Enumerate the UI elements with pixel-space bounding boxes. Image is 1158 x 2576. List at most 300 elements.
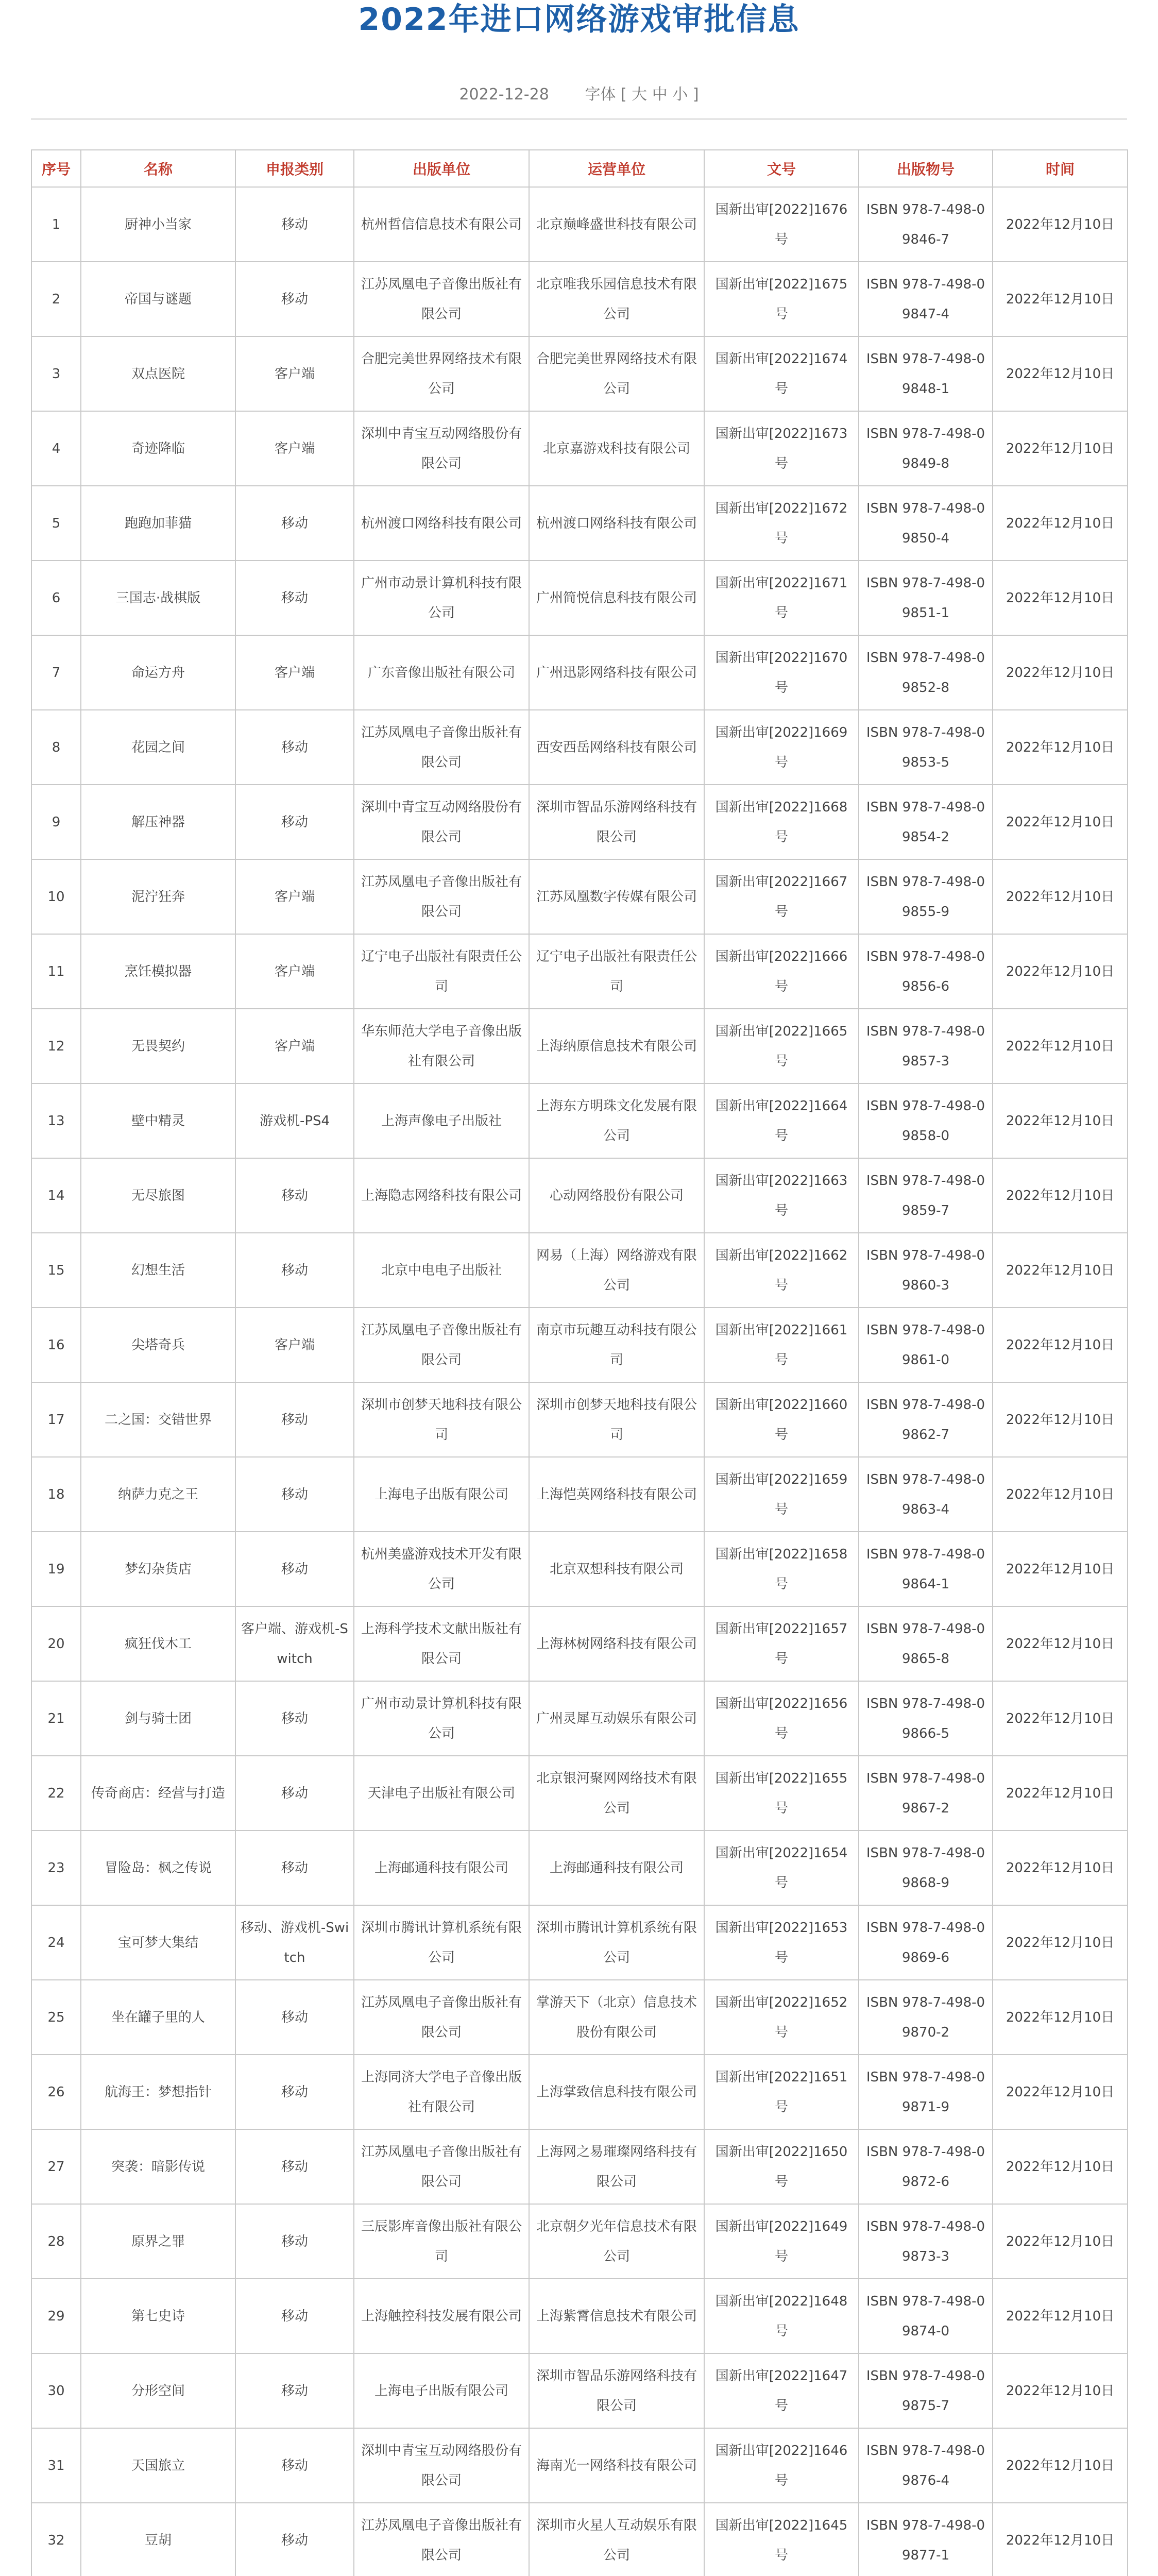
category: 移动 — [235, 187, 354, 262]
operator: 上海紫霄信息技术有限公司 — [529, 2279, 704, 2353]
category: 移动 — [235, 1980, 354, 2055]
document-number: 国新出审[2022]1662号 — [704, 1233, 859, 1308]
row-index: 22 — [31, 1756, 81, 1831]
publisher: 深圳中青宝互动网络股份有限公司 — [354, 2428, 529, 2503]
isbn: ISBN 978-7-498-09867-2 — [859, 1756, 993, 1831]
category: 客户端 — [235, 411, 354, 486]
operator: 辽宁电子出版社有限责任公司 — [529, 934, 704, 1009]
game-name: 宝可梦大集结 — [81, 1905, 235, 1980]
category: 移动 — [235, 2353, 354, 2428]
approval-date: 2022年12月10日 — [993, 411, 1128, 486]
operator: 上海网之易璀璨网络科技有限公司 — [529, 2129, 704, 2204]
row-index: 27 — [31, 2129, 81, 2204]
table-row — [31, 1980, 1128, 2055]
row-index: 16 — [31, 1308, 81, 1382]
category: 移动 — [235, 2503, 354, 2576]
approval-date: 2022年12月10日 — [993, 1457, 1128, 1532]
publisher: 江苏凤凰电子音像出版社有限公司 — [354, 2503, 529, 2576]
category: 客户端 — [235, 859, 354, 934]
publisher: 江苏凤凰电子音像出版社有限公司 — [354, 262, 529, 336]
publisher: 杭州哲信信息技术有限公司 — [354, 187, 529, 262]
operator: 北京双想科技有限公司 — [529, 1532, 704, 1606]
category: 移动 — [235, 1681, 354, 1756]
approval-date: 2022年12月10日 — [993, 1083, 1128, 1158]
game-name: 命运方舟 — [81, 635, 235, 710]
isbn: ISBN 978-7-498-09856-6 — [859, 934, 993, 1009]
category: 移动 — [235, 710, 354, 785]
isbn: ISBN 978-7-498-09876-4 — [859, 2428, 993, 2503]
category: 移动 — [235, 785, 354, 859]
operator: 杭州渡口网络科技有限公司 — [529, 486, 704, 561]
operator: 上海掌致信息科技有限公司 — [529, 2055, 704, 2129]
publisher: 深圳市腾讯计算机系统有限公司 — [354, 1905, 529, 1980]
game-name: 泥泞狂奔 — [81, 859, 235, 934]
game-name: 传奇商店：经营与打造 — [81, 1756, 235, 1831]
game-name: 花园之间 — [81, 710, 235, 785]
approval-date: 2022年12月10日 — [993, 1905, 1128, 1980]
publisher: 深圳中青宝互动网络股份有限公司 — [354, 785, 529, 859]
isbn: ISBN 978-7-498-09848-1 — [859, 336, 993, 411]
isbn: ISBN 978-7-498-09861-0 — [859, 1308, 993, 1382]
col-publisher-header: 出版单位 — [354, 150, 529, 187]
operator: 北京巅峰盛世科技有限公司 — [529, 187, 704, 262]
operator: 北京银河聚网网络技术有限公司 — [529, 1756, 704, 1831]
isbn: ISBN 978-7-498-09854-2 — [859, 785, 993, 859]
approval-date: 2022年12月10日 — [993, 1831, 1128, 1905]
game-name: 无畏契约 — [81, 1009, 235, 1083]
approval-date: 2022年12月10日 — [993, 1681, 1128, 1756]
approval-date: 2022年12月10日 — [993, 262, 1128, 336]
publisher: 广州市动景计算机科技有限公司 — [354, 561, 529, 635]
table-row — [31, 785, 1128, 859]
operator: 深圳市火星人互动娱乐有限公司 — [529, 2503, 704, 2576]
row-index: 5 — [31, 486, 81, 561]
document-number: 国新出审[2022]1651号 — [704, 2055, 859, 2129]
document-number: 国新出审[2022]1666号 — [704, 934, 859, 1009]
row-index: 4 — [31, 411, 81, 486]
row-index: 26 — [31, 2055, 81, 2129]
publisher: 上海触控科技发展有限公司 — [354, 2279, 529, 2353]
game-name: 天国旅立 — [81, 2428, 235, 2503]
operator: 深圳市智品乐游网络科技有限公司 — [529, 2353, 704, 2428]
game-name: 解压神器 — [81, 785, 235, 859]
game-name: 豆胡 — [81, 2503, 235, 2576]
row-index: 10 — [31, 859, 81, 934]
row-index: 15 — [31, 1233, 81, 1308]
row-index: 25 — [31, 1980, 81, 2055]
table-row — [31, 859, 1128, 934]
font-size-label: 字体 — [585, 86, 616, 104]
category: 移动 — [235, 2204, 354, 2279]
isbn: ISBN 978-7-498-09875-7 — [859, 2353, 993, 2428]
category: 移动 — [235, 262, 354, 336]
table-row — [31, 1681, 1128, 1756]
table-row — [31, 2428, 1128, 2503]
category: 移动 — [235, 1532, 354, 1606]
isbn: ISBN 978-7-498-09852-8 — [859, 635, 993, 710]
row-index: 24 — [31, 1905, 81, 1980]
operator: 深圳市创梦天地科技有限公司 — [529, 1382, 704, 1457]
game-name: 剑与骑士团 — [81, 1681, 235, 1756]
row-index: 29 — [31, 2279, 81, 2353]
document-number: 国新出审[2022]1674号 — [704, 336, 859, 411]
row-index: 13 — [31, 1083, 81, 1158]
row-index: 17 — [31, 1382, 81, 1457]
operator: 上海东方明珠文化发展有限公司 — [529, 1083, 704, 1158]
font-medium-button[interactable]: 中 — [652, 86, 668, 104]
game-name: 尖塔奇兵 — [81, 1308, 235, 1382]
isbn: ISBN 978-7-498-09864-1 — [859, 1532, 993, 1606]
game-name: 梦幻杂货店 — [81, 1532, 235, 1606]
game-name: 航海王：梦想指针 — [81, 2055, 235, 2129]
operator: 北京嘉游戏科技有限公司 — [529, 411, 704, 486]
publisher: 华东师范大学电子音像出版社有限公司 — [354, 1009, 529, 1083]
operator: 网易（上海）网络游戏有限公司 — [529, 1233, 704, 1308]
isbn: ISBN 978-7-498-09857-3 — [859, 1009, 993, 1083]
table-header-row — [31, 150, 1128, 187]
row-index: 7 — [31, 635, 81, 710]
table-row — [31, 934, 1128, 1009]
approval-date: 2022年12月10日 — [993, 1532, 1128, 1606]
document-number: 国新出审[2022]1663号 — [704, 1158, 859, 1233]
category: 移动 — [235, 1831, 354, 1905]
publisher: 杭州渡口网络科技有限公司 — [354, 486, 529, 561]
operator: 深圳市智品乐游网络科技有限公司 — [529, 785, 704, 859]
row-index: 32 — [31, 2503, 81, 2576]
row-index: 8 — [31, 710, 81, 785]
document-number: 国新出审[2022]1657号 — [704, 1606, 859, 1681]
row-index: 20 — [31, 1606, 81, 1681]
isbn: ISBN 978-7-498-09870-2 — [859, 1980, 993, 2055]
publisher: 江苏凤凰电子音像出版社有限公司 — [354, 2129, 529, 2204]
approval-date: 2022年12月10日 — [993, 1756, 1128, 1831]
isbn: ISBN 978-7-498-09846-7 — [859, 187, 993, 262]
category: 移动、游戏机-Switch — [235, 1905, 354, 1980]
row-index: 6 — [31, 561, 81, 635]
col-category-header: 申报类别 — [235, 150, 354, 187]
document-number: 国新出审[2022]1646号 — [704, 2428, 859, 2503]
category: 移动 — [235, 2129, 354, 2204]
approval-date: 2022年12月10日 — [993, 2204, 1128, 2279]
font-small-button[interactable]: 小 — [672, 86, 688, 104]
document-number: 国新出审[2022]1652号 — [704, 1980, 859, 2055]
approval-date: 2022年12月10日 — [993, 187, 1128, 262]
approval-date: 2022年12月10日 — [993, 2353, 1128, 2428]
col-operator-header: 运营单位 — [529, 150, 704, 187]
category: 移动 — [235, 2055, 354, 2129]
document-number: 国新出审[2022]1672号 — [704, 486, 859, 561]
isbn: ISBN 978-7-498-09865-8 — [859, 1606, 993, 1681]
publisher: 杭州美盛游戏技术开发有限公司 — [354, 1532, 529, 1606]
table-row — [31, 411, 1128, 486]
publisher: 江苏凤凰电子音像出版社有限公司 — [354, 710, 529, 785]
operator: 上海纳原信息技术有限公司 — [529, 1009, 704, 1083]
game-name: 帝国与谜题 — [81, 262, 235, 336]
table-row — [31, 1756, 1128, 1831]
document-number: 国新出审[2022]1671号 — [704, 561, 859, 635]
publisher: 上海电子出版有限公司 — [354, 2353, 529, 2428]
table-row — [31, 2353, 1128, 2428]
isbn: ISBN 978-7-498-09869-6 — [859, 1905, 993, 1980]
document-number: 国新出审[2022]1676号 — [704, 187, 859, 262]
publisher: 上海科学技术文献出版社有限公司 — [354, 1606, 529, 1681]
approval-date: 2022年12月10日 — [993, 561, 1128, 635]
publisher: 江苏凤凰电子音像出版社有限公司 — [354, 1980, 529, 2055]
game-name: 疯狂伐木工 — [81, 1606, 235, 1681]
table-row — [31, 486, 1128, 561]
col-docno-header: 文号 — [704, 150, 859, 187]
document-number: 国新出审[2022]1668号 — [704, 785, 859, 859]
row-index: 23 — [31, 1831, 81, 1905]
approval-date: 2022年12月10日 — [993, 2129, 1128, 2204]
category: 客户端 — [235, 934, 354, 1009]
isbn: ISBN 978-7-498-09873-3 — [859, 2204, 993, 2279]
publisher: 广东音像出版社有限公司 — [354, 635, 529, 710]
row-index: 3 — [31, 336, 81, 411]
table-row — [31, 1457, 1128, 1532]
game-name: 烹饪模拟器 — [81, 934, 235, 1009]
table-row — [31, 710, 1128, 785]
document-number: 国新出审[2022]1649号 — [704, 2204, 859, 2279]
game-name: 三国志·战棋版 — [81, 561, 235, 635]
isbn: ISBN 978-7-498-09874-0 — [859, 2279, 993, 2353]
operator: 上海恺英网络科技有限公司 — [529, 1457, 704, 1532]
row-index: 30 — [31, 2353, 81, 2428]
col-name-header: 名称 — [81, 150, 235, 187]
col-index-header: 序号 — [31, 150, 81, 187]
approval-date: 2022年12月10日 — [993, 1606, 1128, 1681]
operator: 广州简悦信息科技有限公司 — [529, 561, 704, 635]
row-index: 2 — [31, 262, 81, 336]
table-row — [31, 187, 1128, 262]
document-number: 国新出审[2022]1659号 — [704, 1457, 859, 1532]
row-index: 1 — [31, 187, 81, 262]
category: 客户端、游戏机-Switch — [235, 1606, 354, 1681]
category: 移动 — [235, 1158, 354, 1233]
game-name: 二之国：交错世界 — [81, 1382, 235, 1457]
game-name: 原界之罪 — [81, 2204, 235, 2279]
document-number: 国新出审[2022]1670号 — [704, 635, 859, 710]
font-size-bracket-open: [ — [620, 86, 627, 104]
operator: 上海邮通科技有限公司 — [529, 1831, 704, 1905]
approval-date: 2022年12月10日 — [993, 1158, 1128, 1233]
article — [31, 0, 1127, 2576]
game-name: 第七史诗 — [81, 2279, 235, 2353]
publisher: 深圳市创梦天地科技有限公司 — [354, 1382, 529, 1457]
game-name: 冒险岛：枫之传说 — [81, 1831, 235, 1905]
operator: 心动网络股份有限公司 — [529, 1158, 704, 1233]
game-name: 厨神小当家 — [81, 187, 235, 262]
table-row — [31, 1532, 1128, 1606]
table-row — [31, 2129, 1128, 2204]
row-index: 28 — [31, 2204, 81, 2279]
isbn: ISBN 978-7-498-09862-7 — [859, 1382, 993, 1457]
row-index: 14 — [31, 1158, 81, 1233]
isbn: ISBN 978-7-498-09860-3 — [859, 1233, 993, 1308]
operator: 合肥完美世界网络技术有限公司 — [529, 336, 704, 411]
row-index: 11 — [31, 934, 81, 1009]
isbn: ISBN 978-7-498-09850-4 — [859, 486, 993, 561]
publisher: 上海同济大学电子音像出版社有限公司 — [354, 2055, 529, 2129]
isbn: ISBN 978-7-498-09877-1 — [859, 2503, 993, 2576]
approval-date: 2022年12月10日 — [993, 710, 1128, 785]
font-size-bracket-close: ] — [692, 86, 699, 104]
approval-date: 2022年12月10日 — [993, 785, 1128, 859]
category: 客户端 — [235, 336, 354, 411]
document-number: 国新出审[2022]1673号 — [704, 411, 859, 486]
isbn: ISBN 978-7-498-09871-9 — [859, 2055, 993, 2129]
document-number: 国新出审[2022]1660号 — [704, 1382, 859, 1457]
page-title: 2022年进口网络游戏审批信息 — [358, 2, 800, 38]
table-row — [31, 1083, 1128, 1158]
document-number: 国新出审[2022]1656号 — [704, 1681, 859, 1756]
row-index: 9 — [31, 785, 81, 859]
publisher: 江苏凤凰电子音像出版社有限公司 — [354, 1308, 529, 1382]
game-name: 突袭：暗影传说 — [81, 2129, 235, 2204]
publisher: 上海电子出版有限公司 — [354, 1457, 529, 1532]
category: 移动 — [235, 486, 354, 561]
category: 移动 — [235, 2279, 354, 2353]
operator: 上海林树网络科技有限公司 — [529, 1606, 704, 1681]
approval-date: 2022年12月10日 — [993, 2503, 1128, 2576]
category: 移动 — [235, 1233, 354, 1308]
document-number: 国新出审[2022]1655号 — [704, 1756, 859, 1831]
approval-date: 2022年12月10日 — [993, 2428, 1128, 2503]
approval-date: 2022年12月10日 — [993, 859, 1128, 934]
row-index: 21 — [31, 1681, 81, 1756]
game-name: 跑跑加菲猫 — [81, 486, 235, 561]
approval-date: 2022年12月10日 — [993, 1233, 1128, 1308]
approval-date: 2022年12月10日 — [993, 635, 1128, 710]
game-name: 幻想生活 — [81, 1233, 235, 1308]
publisher: 上海声像电子出版社 — [354, 1083, 529, 1158]
operator: 掌游天下（北京）信息技术股份有限公司 — [529, 1980, 704, 2055]
divider — [31, 118, 1127, 120]
isbn: ISBN 978-7-498-09872-6 — [859, 2129, 993, 2204]
publisher: 三辰影库音像出版社有限公司 — [354, 2204, 529, 2279]
table-row — [31, 1158, 1128, 1233]
publisher: 广州市动景计算机科技有限公司 — [354, 1681, 529, 1756]
approval-date: 2022年12月10日 — [993, 1308, 1128, 1382]
approval-table — [31, 149, 1128, 2576]
operator: 深圳市腾讯计算机系统有限公司 — [529, 1905, 704, 1980]
operator: 西安西岳网络科技有限公司 — [529, 710, 704, 785]
col-date-header: 时间 — [993, 150, 1128, 187]
table-body — [31, 187, 1128, 2576]
operator: 广州迅影网络科技有限公司 — [529, 635, 704, 710]
game-name: 无尽旅图 — [81, 1158, 235, 1233]
publisher: 上海邮通科技有限公司 — [354, 1831, 529, 1905]
publisher: 深圳中青宝互动网络股份有限公司 — [354, 411, 529, 486]
document-number: 国新出审[2022]1650号 — [704, 2129, 859, 2204]
article-meta — [31, 84, 1127, 105]
row-index: 19 — [31, 1532, 81, 1606]
publish-date: 2022-12-28 — [459, 86, 549, 104]
approval-date: 2022年12月10日 — [993, 934, 1128, 1009]
operator: 北京唯我乐园信息技术有限公司 — [529, 262, 704, 336]
approval-date: 2022年12月10日 — [993, 1009, 1128, 1083]
isbn: ISBN 978-7-498-09863-4 — [859, 1457, 993, 1532]
table-row — [31, 635, 1128, 710]
approval-date: 2022年12月10日 — [993, 2279, 1128, 2353]
approval-date: 2022年12月10日 — [993, 486, 1128, 561]
game-name: 奇迹降临 — [81, 411, 235, 486]
table-row — [31, 2055, 1128, 2129]
operator: 海南光一网络科技有限公司 — [529, 2428, 704, 2503]
category: 客户端 — [235, 1308, 354, 1382]
table-row — [31, 336, 1128, 411]
category: 客户端 — [235, 635, 354, 710]
table-row — [31, 2204, 1128, 2279]
isbn: ISBN 978-7-498-09851-1 — [859, 561, 993, 635]
table-row — [31, 1233, 1128, 1308]
document-number: 国新出审[2022]1661号 — [704, 1308, 859, 1382]
game-name: 分形空间 — [81, 2353, 235, 2428]
publisher: 北京中电电子出版社 — [354, 1233, 529, 1308]
table-row — [31, 1308, 1128, 1382]
document-number: 国新出审[2022]1654号 — [704, 1831, 859, 1905]
table-row — [31, 2503, 1128, 2576]
table-row — [31, 1009, 1128, 1083]
operator: 南京市玩趣互动科技有限公司 — [529, 1308, 704, 1382]
publisher: 辽宁电子出版社有限责任公司 — [354, 934, 529, 1009]
document-number: 国新出审[2022]1675号 — [704, 262, 859, 336]
table-row — [31, 1905, 1128, 1980]
game-name: 双点医院 — [81, 336, 235, 411]
col-isbn-header: 出版物号 — [859, 150, 993, 187]
publisher: 合肥完美世界网络技术有限公司 — [354, 336, 529, 411]
publisher: 天津电子出版社有限公司 — [354, 1756, 529, 1831]
game-name: 壁中精灵 — [81, 1083, 235, 1158]
isbn: ISBN 978-7-498-09859-7 — [859, 1158, 993, 1233]
isbn: ISBN 978-7-498-09849-8 — [859, 411, 993, 486]
publisher: 上海隐志网络科技有限公司 — [354, 1158, 529, 1233]
row-index: 31 — [31, 2428, 81, 2503]
document-number: 国新出审[2022]1665号 — [704, 1009, 859, 1083]
category: 移动 — [235, 2428, 354, 2503]
category: 客户端 — [235, 1009, 354, 1083]
table-row — [31, 1831, 1128, 1905]
isbn: ISBN 978-7-498-09858-0 — [859, 1083, 993, 1158]
approval-date: 2022年12月10日 — [993, 2055, 1128, 2129]
operator: 广州灵犀互动娱乐有限公司 — [529, 1681, 704, 1756]
table-row — [31, 1606, 1128, 1681]
font-large-button[interactable]: 大 — [632, 86, 648, 104]
category: 游戏机-PS4 — [235, 1083, 354, 1158]
document-number: 国新出审[2022]1658号 — [704, 1532, 859, 1606]
operator: 江苏凤凰数字传媒有限公司 — [529, 859, 704, 934]
approval-date: 2022年12月10日 — [993, 336, 1128, 411]
category: 移动 — [235, 1756, 354, 1831]
document-number: 国新出审[2022]1648号 — [704, 2279, 859, 2353]
operator: 北京朝夕光年信息技术有限公司 — [529, 2204, 704, 2279]
game-name: 纳萨力克之王 — [81, 1457, 235, 1532]
row-index: 12 — [31, 1009, 81, 1083]
isbn: ISBN 978-7-498-09866-5 — [859, 1681, 993, 1756]
document-number: 国新出审[2022]1664号 — [704, 1083, 859, 1158]
document-number: 国新出审[2022]1669号 — [704, 710, 859, 785]
table-row — [31, 262, 1128, 336]
approval-date: 2022年12月10日 — [993, 1980, 1128, 2055]
category: 移动 — [235, 1457, 354, 1532]
document-number: 国新出审[2022]1653号 — [704, 1905, 859, 1980]
category: 移动 — [235, 561, 354, 635]
document-number: 国新出审[2022]1667号 — [704, 859, 859, 934]
isbn: ISBN 978-7-498-09847-4 — [859, 262, 993, 336]
table-row — [31, 561, 1128, 635]
isbn: ISBN 978-7-498-09853-5 — [859, 710, 993, 785]
isbn: ISBN 978-7-498-09868-9 — [859, 1831, 993, 1905]
